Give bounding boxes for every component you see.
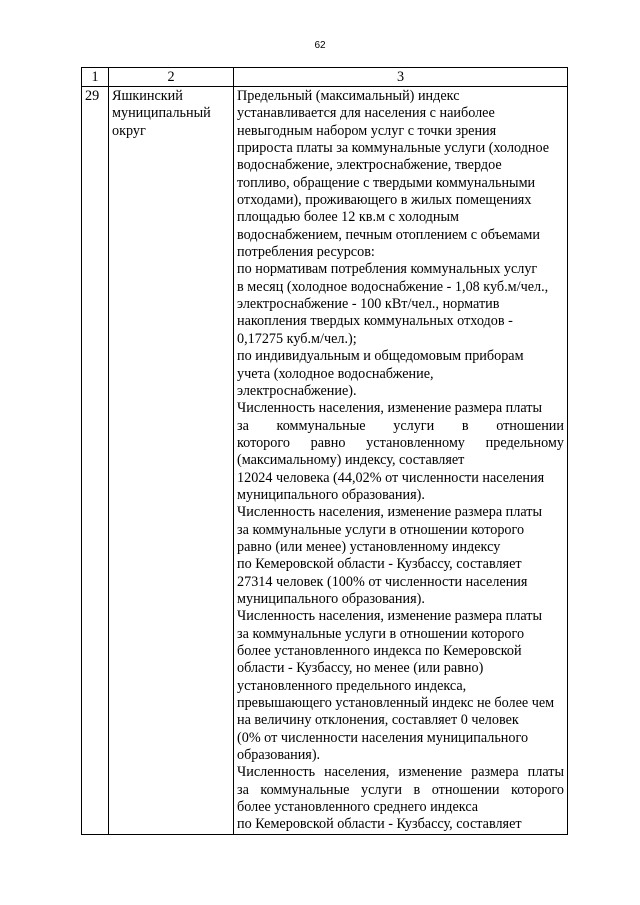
description-line: отходами), проживающего в жилых помещениях [237, 192, 532, 209]
description-cell [234, 87, 568, 835]
column-header-2: 2 [109, 68, 234, 87]
description-line: по Кемеровской области - Кузбассу, составляет [237, 556, 522, 573]
description-line: 27314 человек (100% от численности населения [237, 573, 528, 590]
description-line: водоснабжением, печным отоплением с объемами [237, 226, 540, 243]
description-line: водоснабжение, электроснабжение, твердое [237, 157, 502, 174]
description-line: равно (или менее) установленному индексу [237, 538, 501, 555]
column-header-3: 3 [234, 68, 568, 87]
municipality-line: округ [112, 122, 146, 139]
description-line: электроснабжение). [237, 382, 357, 399]
description-line: за коммунальные услуги в отношении которого [237, 781, 564, 798]
description-line: за коммунальные услуги в отношении [237, 417, 564, 434]
description-line: по индивидуальным и общедомовым приборам [237, 348, 524, 365]
table-header-row [82, 68, 568, 87]
description-line: которого равно установленному предельному [237, 434, 564, 451]
description-line: за коммунальные услуги в отношении которого [237, 521, 525, 538]
page-number: 62 [314, 40, 326, 51]
description-line: Численность населения, изменение размера платы [237, 400, 543, 417]
description-line: учета (холодное водоснабжение, [237, 365, 434, 382]
description-line: муниципального образования). [237, 486, 425, 503]
description-line: (максимальному) индексу, составляет [237, 452, 465, 469]
description-line: 0,17275 куб.м/чел.); [237, 330, 357, 347]
row-number-cell: 29 [82, 87, 109, 835]
description-line: в месяц (холодное водоснабжение - 1,08 куб.м/чел., [237, 278, 549, 295]
description-line: прироста платы за коммунальные услуги (холодное [237, 140, 550, 157]
description-line: (0% от численности населения муниципального [237, 729, 529, 746]
column-header-1: 1 [82, 68, 109, 87]
description-line: топливо, обращение с твердыми коммунальными [237, 174, 536, 191]
description-line: муниципального образования). [237, 590, 425, 607]
description-line: потребления ресурсов: [237, 244, 375, 261]
description-line: образования). [237, 747, 321, 764]
description-line: более установленного индекса по Кемеровской [237, 643, 522, 659]
data-table [81, 67, 568, 835]
municipality-line: Яшкинский [112, 88, 183, 104]
description-line: устанавливается для населения с наиболее [237, 105, 495, 122]
description-line: невыгодным набором услуг с точки зрения [237, 122, 497, 139]
description-line: Предельный (максимальный) индекс [237, 88, 460, 104]
description-line: за коммунальные услуги в отношении которого [237, 625, 525, 642]
description-line: установленного предельного индекса, [237, 677, 467, 694]
description-line: Численность населения, изменение размера платы [237, 504, 543, 521]
municipality-line: муниципальный [112, 105, 211, 122]
description-line: более установленного среднего индекса [237, 799, 479, 816]
table-row [82, 87, 568, 835]
municipality-cell [109, 87, 234, 835]
description-line: площадью более 12 кв.м с холодным [237, 209, 459, 226]
description-line: 12024 человека (44,02% от численности населения [237, 469, 545, 486]
description-line: накопления твердых коммунальных отходов - [237, 313, 513, 330]
description-line: по нормативам потребления коммунальных услуг [237, 261, 538, 278]
description-line: Численность населения, изменение размера платы [237, 764, 564, 781]
description-line: Численность населения, изменение размера платы [237, 608, 543, 625]
description-line: области - Кузбассу, но менее (или равно) [237, 660, 484, 677]
description-line: на величину отклонения, составляет 0 человек [237, 712, 519, 729]
description-line: превышающего установленный индекс не более чем [237, 695, 555, 712]
description-line: по Кемеровской области - Кузбассу, составляет [237, 816, 522, 833]
description-line: электроснабжение - 100 кВт/чел., норматив [237, 296, 500, 313]
